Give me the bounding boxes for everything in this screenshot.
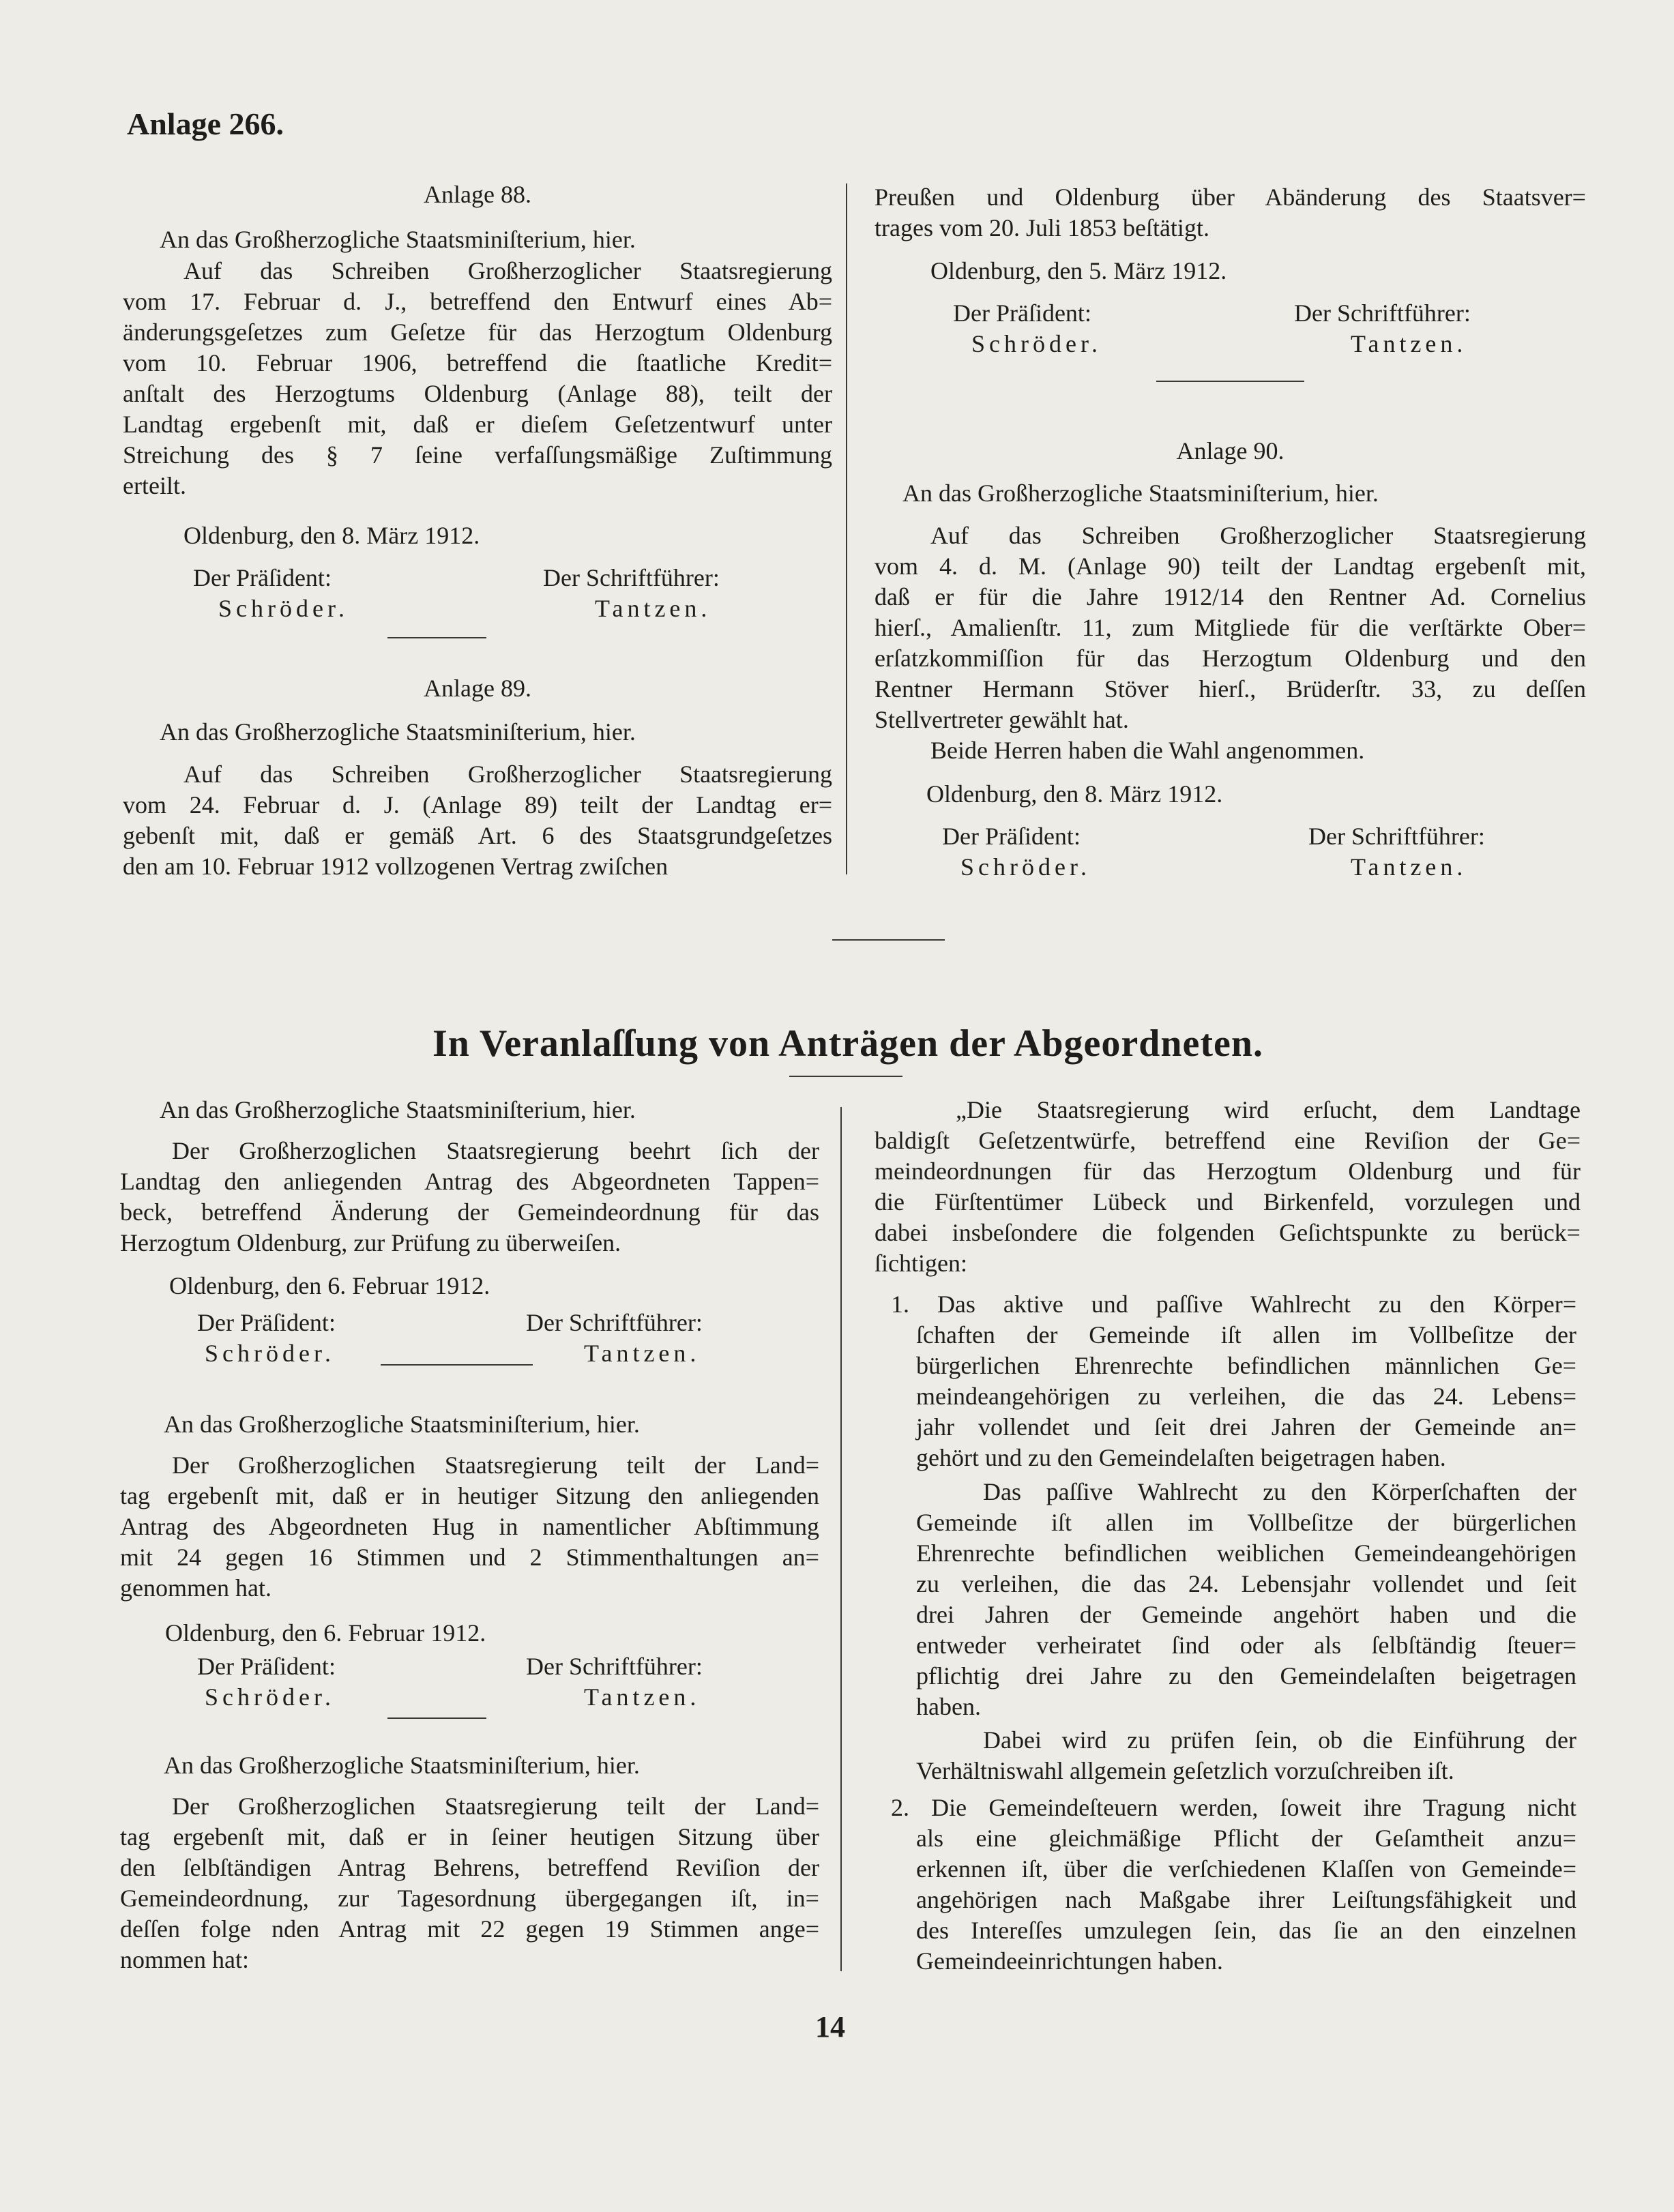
resolution-item-1 bbox=[891, 1289, 1576, 1473]
motion-behrens-address: An das Großherzogliche Staatsminiſterium, hier. bbox=[164, 1752, 640, 1779]
column-rule bbox=[846, 183, 847, 874]
anlage-90-title: Anlage 90. bbox=[1176, 437, 1284, 464]
text-line: nommen hat: bbox=[120, 1946, 249, 1973]
resolution-item-1-paragraph-2 bbox=[916, 1477, 1576, 1722]
anlage-88-date: Oldenburg, den 8. März 1912. bbox=[183, 522, 480, 549]
text-line: zu verleihen, die das 24. Lebensjahr vollendet und ſeit bbox=[916, 1570, 1576, 1597]
president-name: Schröder. bbox=[971, 330, 1102, 357]
column-rule bbox=[840, 1107, 842, 1971]
secretary-name: Tantzen. bbox=[1351, 853, 1467, 881]
section-separator bbox=[832, 939, 945, 941]
text-line: den am 10. Februar 1912 vollzogenen Vertrag zwiſchen bbox=[123, 853, 669, 880]
president-name: Schröder. bbox=[205, 1340, 335, 1367]
text-line: dabei insbeſondere die folgenden Geſichtspunkte zu berück= bbox=[875, 1219, 1581, 1246]
text-line: Antrag des Abgeordneten Hug in namentlicher Abſtimmung bbox=[120, 1513, 819, 1540]
president-label: Der Präſident: bbox=[953, 299, 1091, 327]
text-line: pflichtig drei Jahre zu den Gemeindelaſten beigetragen bbox=[916, 1662, 1576, 1690]
text-line: des Intereſſes umzulegen ſein, das ſie an den einzelnen bbox=[916, 1917, 1576, 1944]
anlage-90-address: An das Großherzogliche Staatsminiſterium, hier. bbox=[902, 480, 1379, 507]
section-heading: In Veranlaſſung von Anträgen der Abgeordneten. bbox=[432, 1022, 1264, 1065]
secretary-name: Tantzen. bbox=[584, 1683, 701, 1711]
text-line: tag ergebenſt mit, daß er in heutiger Sitzung den anliegenden bbox=[120, 1482, 819, 1509]
text-line: Gemeinde iſt allen im Vollbeſitze der bürgerlichen bbox=[916, 1509, 1576, 1536]
text-line: meindeangehörigen zu verleihen, die das 24. Lebens= bbox=[916, 1383, 1576, 1410]
divider bbox=[387, 1717, 486, 1719]
text-line: Verhältniswahl allgemein geſetzlich vorzuſchreiben iſt. bbox=[916, 1757, 1454, 1784]
text-line: Gemeindeordnung, zur Tagesordnung übergegangen iſt, in= bbox=[120, 1885, 819, 1912]
text-line: Der Großherzoglichen Staatsregierung beehrt ſich der bbox=[172, 1137, 819, 1164]
text-line: drei Jahren der Gemeinde angehört haben und die bbox=[916, 1601, 1576, 1628]
text-line: ſichtigen: bbox=[875, 1250, 967, 1277]
anlage-89-signatures bbox=[0, 298, 1674, 359]
text-line: entweder verheiratet ſind oder als ſelbſtändig ſteuer= bbox=[916, 1632, 1576, 1659]
secretary-label: Der Schriftführer: bbox=[526, 1309, 703, 1336]
text-line: deſſen folge nden Antrag mit 22 gegen 19 Stimmen ange= bbox=[120, 1915, 819, 1943]
text-line: „Die Staatsregierung wird erſucht, dem Landtage bbox=[956, 1096, 1581, 1123]
anlage-89-date: Oldenburg, den 5. März 1912. bbox=[930, 257, 1227, 284]
secretary-label: Der Schriftführer: bbox=[543, 564, 720, 591]
text-line: gehört und zu den Gemeindelaſten beigetragen haben. bbox=[916, 1444, 1446, 1471]
text-line: Dabei wird zu prüfen ſein, ob die Einführung der bbox=[983, 1726, 1576, 1754]
text-line: baldigſt Geſetzentwürfe, betreffend eine Reviſion der Ge= bbox=[875, 1127, 1581, 1154]
text-line: 1. Das aktive und paſſive Wahlrecht zu den Körper= bbox=[891, 1291, 1576, 1318]
president-name: Schröder. bbox=[205, 1683, 335, 1711]
text-line: Der Großherzoglichen Staatsregierung teilt der Land= bbox=[172, 1451, 819, 1479]
text-line: vom 17. Februar d. J., betreffend den Entwurf eines Ab= bbox=[123, 288, 832, 315]
text-line: gebenſt mit, daß er gemäß Art. 6 des Staatsgrundgeſetzes bbox=[123, 822, 832, 849]
text-line: die Fürſtentümer Lübeck und Birkenfeld, vorzulegen und bbox=[875, 1188, 1581, 1215]
motion-hug-body bbox=[120, 1450, 819, 1604]
anlage-88-title: Anlage 88. bbox=[424, 181, 531, 208]
page-header: Anlage 266. bbox=[127, 106, 284, 141]
anlage-89-body-continued bbox=[875, 182, 1586, 244]
text-line: erteilt. bbox=[123, 472, 186, 499]
anlage-88-address: An das Großherzogliche Staatsminiſterium, hier. bbox=[160, 226, 636, 253]
anlage-89-title: Anlage 89. bbox=[424, 675, 531, 702]
text-line: Landtag den anliegenden Antrag des Abgeordneten Tappen= bbox=[120, 1168, 819, 1195]
text-line: trages vom 20. Juli 1853 beſtätigt. bbox=[875, 214, 1209, 241]
divider bbox=[387, 637, 486, 638]
motion-tappenbeck-address: An das Großherzogliche Staatsminiſterium, hier. bbox=[160, 1096, 636, 1123]
anlage-90-body bbox=[875, 520, 1586, 735]
secretary-name: Tantzen. bbox=[584, 1340, 701, 1367]
text-line: erſatzkommiſſion für das Herzogtum Oldenburg und den bbox=[875, 645, 1586, 672]
motion-tappenbeck-date: Oldenburg, den 6. Februar 1912. bbox=[169, 1272, 490, 1299]
text-line: erkennen iſt, über die verſchiedenen Klaſſen von Gemeinde= bbox=[916, 1855, 1576, 1883]
president-label: Der Präſident: bbox=[197, 1309, 336, 1336]
text-line: mit 24 gegen 16 Stimmen und 2 Stimmenthaltungen an= bbox=[120, 1544, 819, 1571]
text-line: Ehrenrechte befindlichen weiblichen Gemeindeangehörigen bbox=[916, 1539, 1576, 1567]
secretary-name: Tantzen. bbox=[1351, 330, 1467, 357]
text-line: vom 4. d. M. (Anlage 90) teilt der Landtag ergebenſt mit, bbox=[875, 552, 1586, 580]
secretary-label: Der Schriftführer: bbox=[1294, 299, 1471, 327]
text-line: Streichung des § 7 ſeine verfaſſungsmäßige Zuſtimmung bbox=[123, 441, 832, 469]
text-line: Der Großherzoglichen Staatsregierung teilt der Land= bbox=[172, 1793, 819, 1820]
text-line: angehörigen nach Maßgabe ihrer Leiſtungsfähigkeit und bbox=[916, 1886, 1576, 1913]
text-line: beck, betreffend Änderung der Gemeindeordnung für das bbox=[120, 1198, 819, 1226]
text-line: Rentner Hermann Stöver hierſ., Brüderſtr. 33, zu deſſen bbox=[875, 675, 1586, 703]
anlage-90-body-2 bbox=[875, 735, 1586, 766]
text-line: Das paſſive Wahlrecht zu den Körperſchaften der bbox=[983, 1478, 1576, 1505]
text-line: Stellvertreter gewählt hat. bbox=[875, 706, 1129, 733]
divider bbox=[1156, 381, 1304, 382]
text-line: Auf das Schreiben Großherzoglicher Staatsregierung bbox=[930, 522, 1586, 549]
text-line: meindeordnungen für das Herzogtum Oldenburg und für bbox=[875, 1157, 1581, 1185]
text-line: vom 24. Februar d. J. (Anlage 89) teilt der Landtag er= bbox=[123, 791, 832, 819]
secretary-name: Tantzen. bbox=[595, 595, 711, 622]
text-line: Herzogtum Oldenburg, zur Prüfung zu überweiſen. bbox=[120, 1229, 621, 1256]
text-line: hierſ., Amalienſtr. 11, zum Mitgliede für die verſtärkte Ober= bbox=[875, 614, 1586, 641]
president-label: Der Präſident: bbox=[942, 823, 1081, 850]
motion-tappenbeck-body bbox=[120, 1136, 819, 1258]
president-name: Schröder. bbox=[960, 853, 1091, 881]
page-number: 14 bbox=[815, 2010, 845, 2044]
text-line: haben. bbox=[916, 1693, 981, 1720]
text-line: vom 10. Februar 1906, betreffend die ſtaatliche Kredit= bbox=[123, 349, 832, 377]
secretary-label: Der Schriftführer: bbox=[526, 1653, 703, 1680]
text-line: Beide Herren haben die Wahl angenommen. bbox=[930, 737, 1365, 764]
text-line: anſtalt des Herzogtums Oldenburg (Anlage 88), teilt der bbox=[123, 380, 832, 407]
text-line: Gemeindeeinrichtungen haben. bbox=[916, 1947, 1223, 1975]
text-line: Auf das Schreiben Großherzoglicher Staatsregierung bbox=[183, 761, 832, 788]
motion-behrens-body bbox=[120, 1791, 819, 1975]
text-line: Preußen und Oldenburg über Abänderung des Staatsver= bbox=[875, 183, 1586, 211]
resolution-intro bbox=[875, 1095, 1581, 1279]
text-line: Auf das Schreiben Großherzoglicher Staatsregierung bbox=[183, 257, 832, 284]
anlage-89-address: An das Großherzogliche Staatsminiſterium, hier. bbox=[160, 718, 636, 746]
text-line: tag ergebenſt mit, daß er in ſeiner heutigen Sitzung über bbox=[120, 1823, 819, 1850]
divider bbox=[381, 1364, 533, 1366]
text-line: Landtag ergebenſt mit, daß er dieſem Geſetzentwurf unter bbox=[123, 411, 832, 438]
heading-underline bbox=[789, 1076, 902, 1077]
motion-hug-address: An das Großherzogliche Staatsminiſterium, hier. bbox=[164, 1411, 640, 1438]
president-label: Der Präſident: bbox=[193, 564, 332, 591]
text-line: als eine gleichmäßige Pflicht der Geſamtheit anzu= bbox=[916, 1825, 1576, 1852]
text-line: bürgerlichen Ehrenrechte befindlichen männlichen Ge= bbox=[916, 1352, 1576, 1379]
text-line: genommen hat. bbox=[120, 1574, 271, 1602]
text-line: jahr vollendet und ſeit drei Jahren der Gemeinde an= bbox=[916, 1413, 1576, 1441]
text-line: änderungsgeſetzes zum Geſetze für das Herzogtum Oldenburg bbox=[123, 319, 832, 346]
anlage-88-body bbox=[123, 256, 832, 501]
anlage-90-signatures bbox=[0, 821, 1674, 883]
text-line: 2. Die Gemeindeſteuern werden, ſoweit ihre Tragung nicht bbox=[891, 1794, 1576, 1821]
text-line: den ſelbſtändigen Antrag Behrens, betreffend Reviſion der bbox=[120, 1854, 819, 1881]
president-name: Schröder. bbox=[218, 595, 349, 622]
motion-hug-date: Oldenburg, den 6. Februar 1912. bbox=[165, 1619, 486, 1647]
resolution-item-2 bbox=[891, 1793, 1576, 1977]
resolution-item-1-paragraph-3 bbox=[916, 1725, 1576, 1786]
text-line: daß er für die Jahre 1912/14 den Rentner Ad. Cornelius bbox=[875, 583, 1586, 610]
secretary-label: Der Schriftführer: bbox=[1308, 823, 1485, 850]
text-line: ſchaften der Gemeinde iſt allen im Vollbeſitze der bbox=[916, 1321, 1576, 1348]
anlage-90-date: Oldenburg, den 8. März 1912. bbox=[926, 780, 1223, 808]
president-label: Der Präſident: bbox=[197, 1653, 336, 1680]
